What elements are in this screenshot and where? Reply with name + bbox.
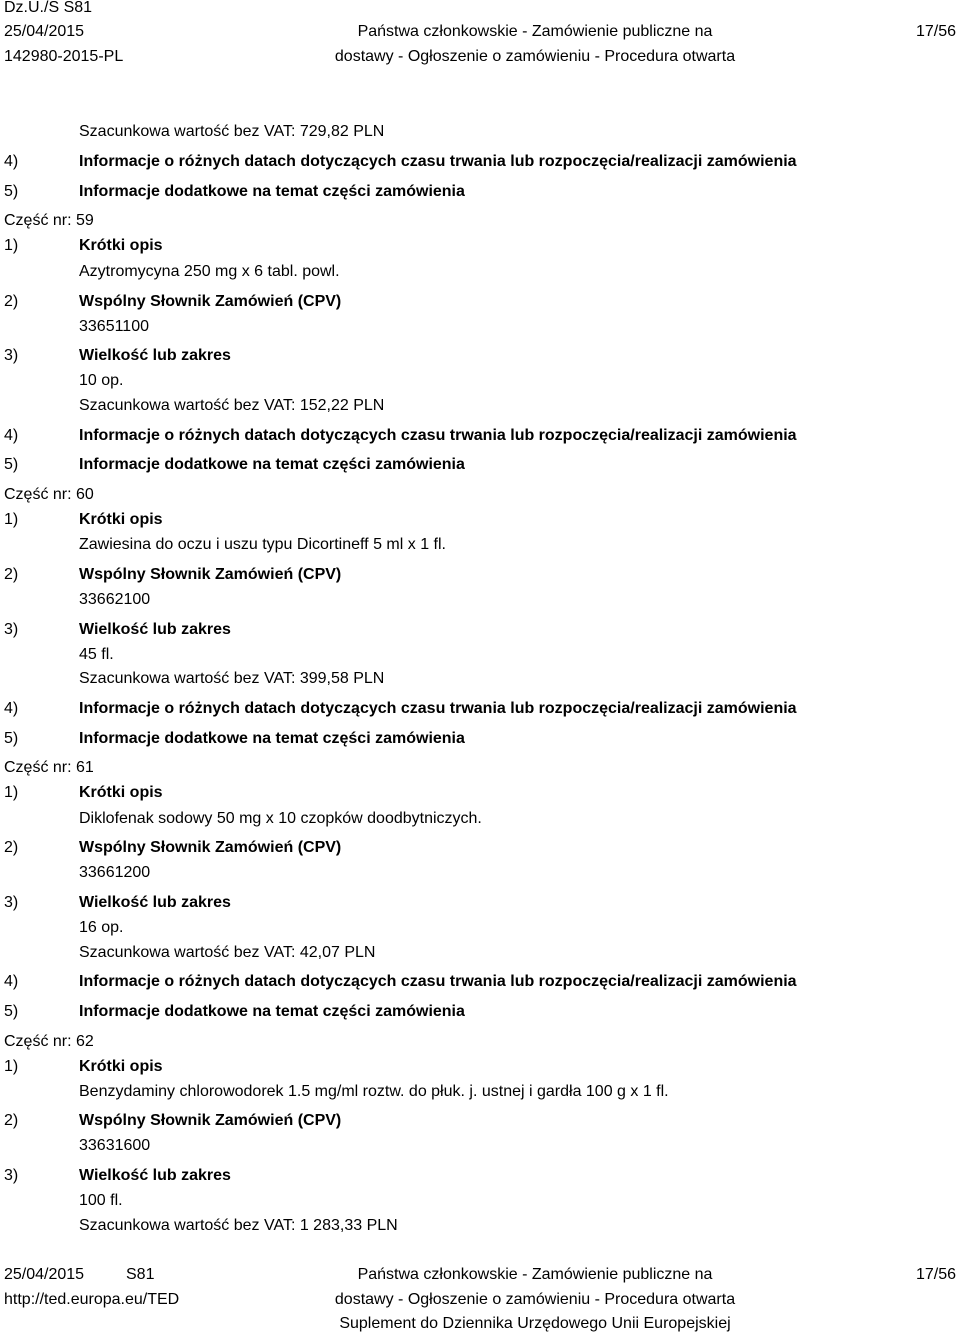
cpv-code: 33631600 — [79, 1137, 151, 1154]
item-heading: Informacje o różnych datach dotyczących czasu trwania lub rozpoczęcia/realizacji zamówienia — [79, 973, 797, 990]
item-number: 3) — [4, 347, 19, 364]
footer-page-number: 17/56 — [915, 1266, 956, 1283]
cpv-code: 33651100 — [79, 318, 149, 335]
footer-date: 25/04/2015 — [4, 1266, 85, 1283]
item-number: 1) — [4, 784, 19, 801]
header-notice-number: 142980-2015-PL — [4, 48, 124, 65]
item-number: 4) — [4, 153, 19, 170]
quantity: 16 op. — [79, 919, 124, 936]
item-heading: Wspólny Słownik Zamówień (CPV) — [79, 1112, 342, 1129]
estimated-value: Szacunkowa wartość bez VAT: 1 283,33 PLN — [79, 1217, 398, 1234]
item-heading: Informacje o różnych datach dotyczących czasu trwania lub rozpoczęcia/realizacji zamówienia — [79, 427, 797, 444]
header-journal-ref: Dz.U./S S81 — [4, 0, 93, 16]
item-number: 1) — [4, 237, 19, 254]
item-heading: Wielkość lub zakres — [79, 1167, 231, 1184]
quantity: 100 fl. — [79, 1192, 123, 1209]
item-number: 4) — [4, 427, 19, 444]
item-heading: Wielkość lub zakres — [79, 894, 231, 911]
footer-title-line1: Państwa członkowskie - Zamówienie publiczne na — [357, 1266, 713, 1283]
item-number: 5) — [4, 1003, 19, 1020]
item-heading: Informacje dodatkowe na temat części zamówienia — [79, 183, 465, 200]
footer-url-link[interactable]: http://ted.europa.eu/TED — [4, 1291, 180, 1308]
estimated-value: Szacunkowa wartość bez VAT: 729,82 PLN — [79, 123, 385, 140]
footer-title-line2: dostawy - Ogłoszenie o zamówieniu - Procedura otwarta — [334, 1291, 736, 1308]
item-heading: Krótki opis — [79, 784, 163, 801]
item-heading: Informacje dodatkowe na temat części zamówienia — [79, 456, 465, 473]
item-number: 5) — [4, 456, 19, 473]
item-number: 1) — [4, 511, 19, 528]
item-heading: Krótki opis — [79, 1058, 163, 1075]
item-heading: Informacje o różnych datach dotyczących czasu trwania lub rozpoczęcia/realizacji zamówienia — [79, 153, 797, 170]
estimated-value: Szacunkowa wartość bez VAT: 152,22 PLN — [79, 397, 385, 414]
part-number: Część nr: 60 — [4, 486, 94, 503]
item-number: 4) — [4, 973, 19, 990]
header-page-number: 17/56 — [915, 23, 956, 40]
item-number: 1) — [4, 1058, 19, 1075]
item-heading: Informacje o różnych datach dotyczących czasu trwania lub rozpoczęcia/realizacji zamówienia — [79, 700, 797, 717]
item-heading: Wspólny Słownik Zamówień (CPV) — [79, 839, 342, 856]
item-number: 4) — [4, 700, 19, 717]
item-heading: Krótki opis — [79, 237, 163, 254]
estimated-value: Szacunkowa wartość bez VAT: 42,07 PLN — [79, 944, 376, 961]
item-heading: Informacje dodatkowe na temat części zamówienia — [79, 1003, 465, 1020]
short-description: Benzydaminy chlorowodorek 1.5 mg/ml roztw. do płuk. j. ustnej i gardła 100 g x 1 fl. — [79, 1083, 669, 1100]
item-number: 3) — [4, 894, 19, 911]
item-number: 5) — [4, 183, 19, 200]
item-heading: Wspólny Słownik Zamówień (CPV) — [79, 566, 342, 583]
part-number: Część nr: 62 — [4, 1033, 94, 1050]
short-description: Zawiesina do oczu i uszu typu Dicortineff 5 ml x 1 fl. — [79, 536, 446, 553]
header-title-line2: dostawy - Ogłoszenie o zamówieniu - Procedura otwarta — [334, 48, 736, 65]
item-number: 2) — [4, 1112, 19, 1129]
quantity: 10 op. — [79, 372, 124, 389]
item-number: 2) — [4, 566, 19, 583]
item-heading: Krótki opis — [79, 511, 163, 528]
part-number: Część nr: 59 — [4, 212, 94, 229]
header-title-line1: Państwa członkowskie - Zamówienie publiczne na — [357, 23, 713, 40]
short-description: Azytromycyna 250 mg x 6 tabl. powl. — [79, 263, 340, 280]
item-number: 2) — [4, 293, 19, 310]
item-heading: Wielkość lub zakres — [79, 347, 231, 364]
item-number: 5) — [4, 730, 19, 747]
short-description: Diklofenak sodowy 50 mg x 10 czopków doodbytniczych. — [79, 810, 482, 827]
item-number: 2) — [4, 839, 19, 856]
quantity: 45 fl. — [79, 646, 114, 663]
footer-supplement: Suplement do Dziennika Urzędowego Unii Europejskiej — [339, 1315, 731, 1332]
cpv-code: 33661200 — [79, 864, 151, 881]
item-number: 3) — [4, 621, 19, 638]
cpv-code: 33662100 — [79, 591, 151, 608]
part-number: Część nr: 61 — [4, 759, 94, 776]
item-heading: Wielkość lub zakres — [79, 621, 231, 638]
estimated-value: Szacunkowa wartość bez VAT: 399,58 PLN — [79, 670, 385, 687]
item-heading: Informacje dodatkowe na temat części zamówienia — [79, 730, 465, 747]
item-heading: Wspólny Słownik Zamówień (CPV) — [79, 293, 342, 310]
header-date: 25/04/2015 — [4, 23, 85, 40]
item-number: 3) — [4, 1167, 19, 1184]
footer-series: S81 — [126, 1266, 155, 1283]
